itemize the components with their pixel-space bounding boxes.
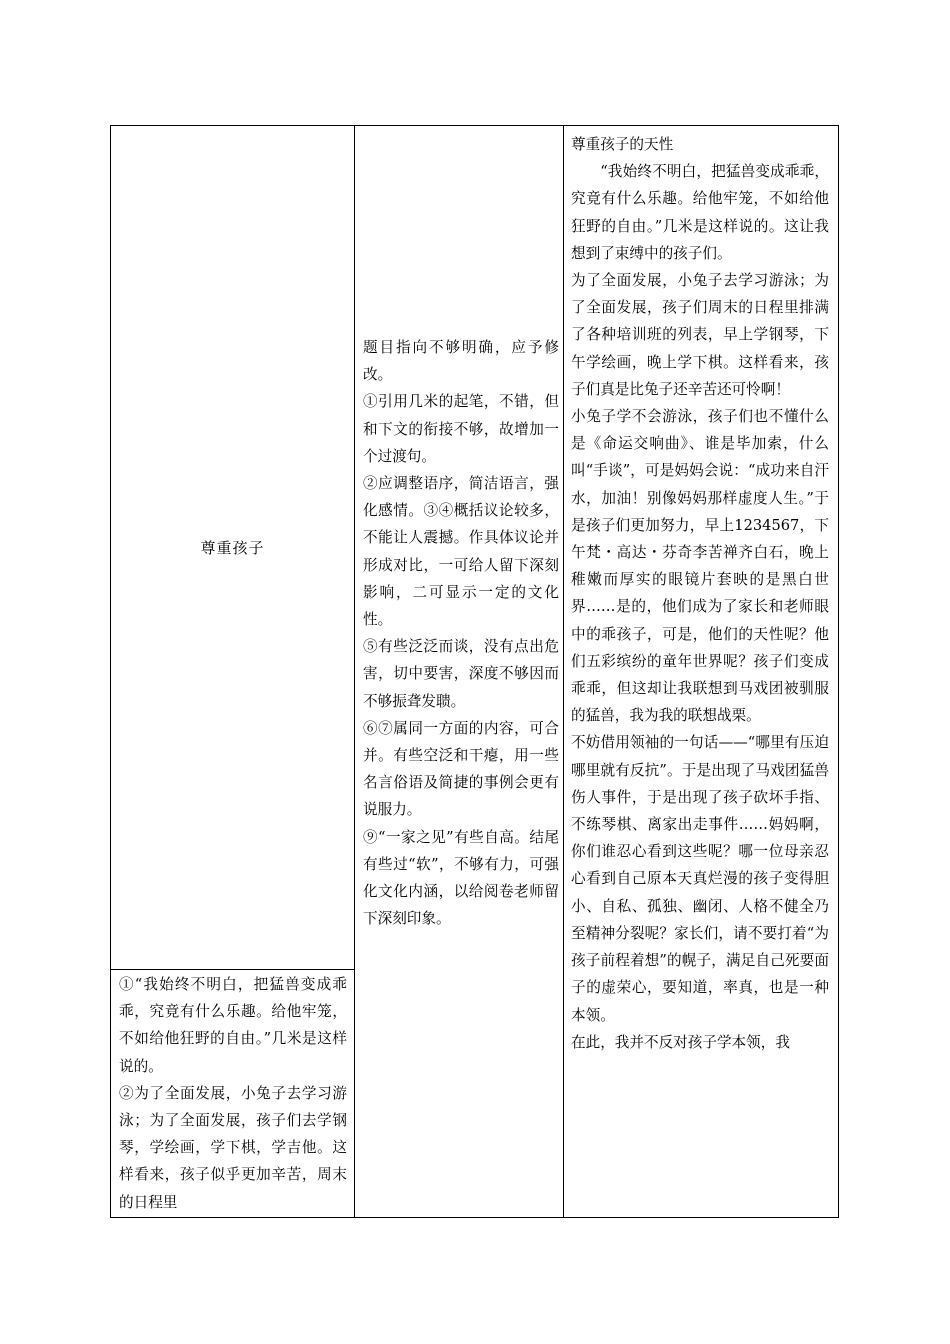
essay-paragraph: “我始终不明白，把猛兽变成乖乖，究竟有什么乐趣。给他牢笼，不如给他狂野的自由。”几米是这样说的。这让我想到了束缚中的孩子们。 (571, 163, 829, 262)
comment-paragraph: ①引用几米的起笔，不错，但和下文的衔接不够，故增加一个过渡句。 (363, 393, 559, 465)
essay-paragraph: 在此，我并不反对孩子学本领，我 (571, 1033, 790, 1051)
column-divider (563, 126, 564, 1217)
comment-paragraph: ⑥⑦属同一方面的内容，可合并。有些空泛和干瘪，用一些名言俗语及简捷的事例会更有说服力。 (363, 719, 559, 819)
original-title: 尊重孩子 (200, 539, 265, 557)
essay-paragraph: 不妨借用领袖的一句话——“哪里有压迫哪里就有反抗”。于是出现了马戏团猛兽伤人事件，于是出现了孩子砍坏手指、不练琴棋、离家出走事件……妈妈啊，你们谁忍心看到这些呢？哪一位母亲忍心看到自己原本天真烂漫的孩子变得胆小、自私、孤独、幽闭、人格不健全乃至精神分裂呢？家长们，请不要打着“为孩子前程着想”的幌子，满足自己死要面子的虚荣心，要知道，率真，也是一种本领。 (571, 734, 829, 1024)
excerpt-paragraph: ②为了全面发展，小兔子去学习游泳；为了全面发展，孩子们去学钢琴，学绘画，学下棋，学吉他。这样看来，孩子似乎更加辛苦，周末的日程里 (119, 1084, 347, 1211)
excerpt-paragraph: ①“我始终不明白，把猛兽变成乖乖，究竟有什么乐趣。给他牢笼，不如给他狂野的自由。”几米是这样说的。 (119, 976, 347, 1075)
comment-paragraph: ②应调整语序，简洁语言，强化感情。③④概括议论较多，不能让人震撼。作具体议论并形成对比，一可给人留下深刻影响，二可显示一定的文化性。 (363, 475, 559, 629)
comparison-table (110, 125, 839, 1218)
comment-paragraph: ⑨“一家之见”有些自高。结尾有些过“软”，不够有力，可强化文化内涵，以给阅卷老师留下深刻印象。 (363, 828, 559, 928)
revision-comments (363, 334, 559, 932)
comment-paragraph: 题目指向不够明确，应予修改。 (363, 339, 559, 384)
comment-paragraph: ⑤有些泛泛而谈，没有点出危害，切中要害，深度不够因而不够振聋发聩。 (363, 638, 559, 710)
original-excerpt (119, 971, 347, 1216)
revised-essay (571, 131, 829, 1056)
row-divider (111, 969, 354, 970)
essay-paragraph: 小兔子学不会游泳，孩子们也不懂什么是《命运交响曲》、谁是毕加索，什么叫“手谈”，可是妈妈会说：“成功来自汗水，加油！别像妈妈那样虚度人生。”于是孩子们更加努力，早上1234567，下午梵・高达・芬奇李苦禅齐白石，晚上稚嫩而厚实的眼镜片套映的是黑白世界……是的，他们成为了家长和老师眼中的乖孩子，可是，他们的天性呢？他们五彩缤纷的童年世界呢？孩子们变成乖乖，但这却让我联想到马戏团被驯服的猛兽，我为我的联想战栗。 (571, 408, 829, 725)
essay-paragraph: 为了全面发展，小兔子去学习游泳；为了全面发展，孩子们周末的日程里排满了各种培训班的列表，早上学钢琴，下午学绘画，晚上学下棋。这样看来，孩子们真是比兔子还辛苦还可怜啊！ (571, 272, 829, 398)
revised-title: 尊重孩子的天性 (571, 136, 674, 153)
column-divider (354, 126, 355, 1217)
